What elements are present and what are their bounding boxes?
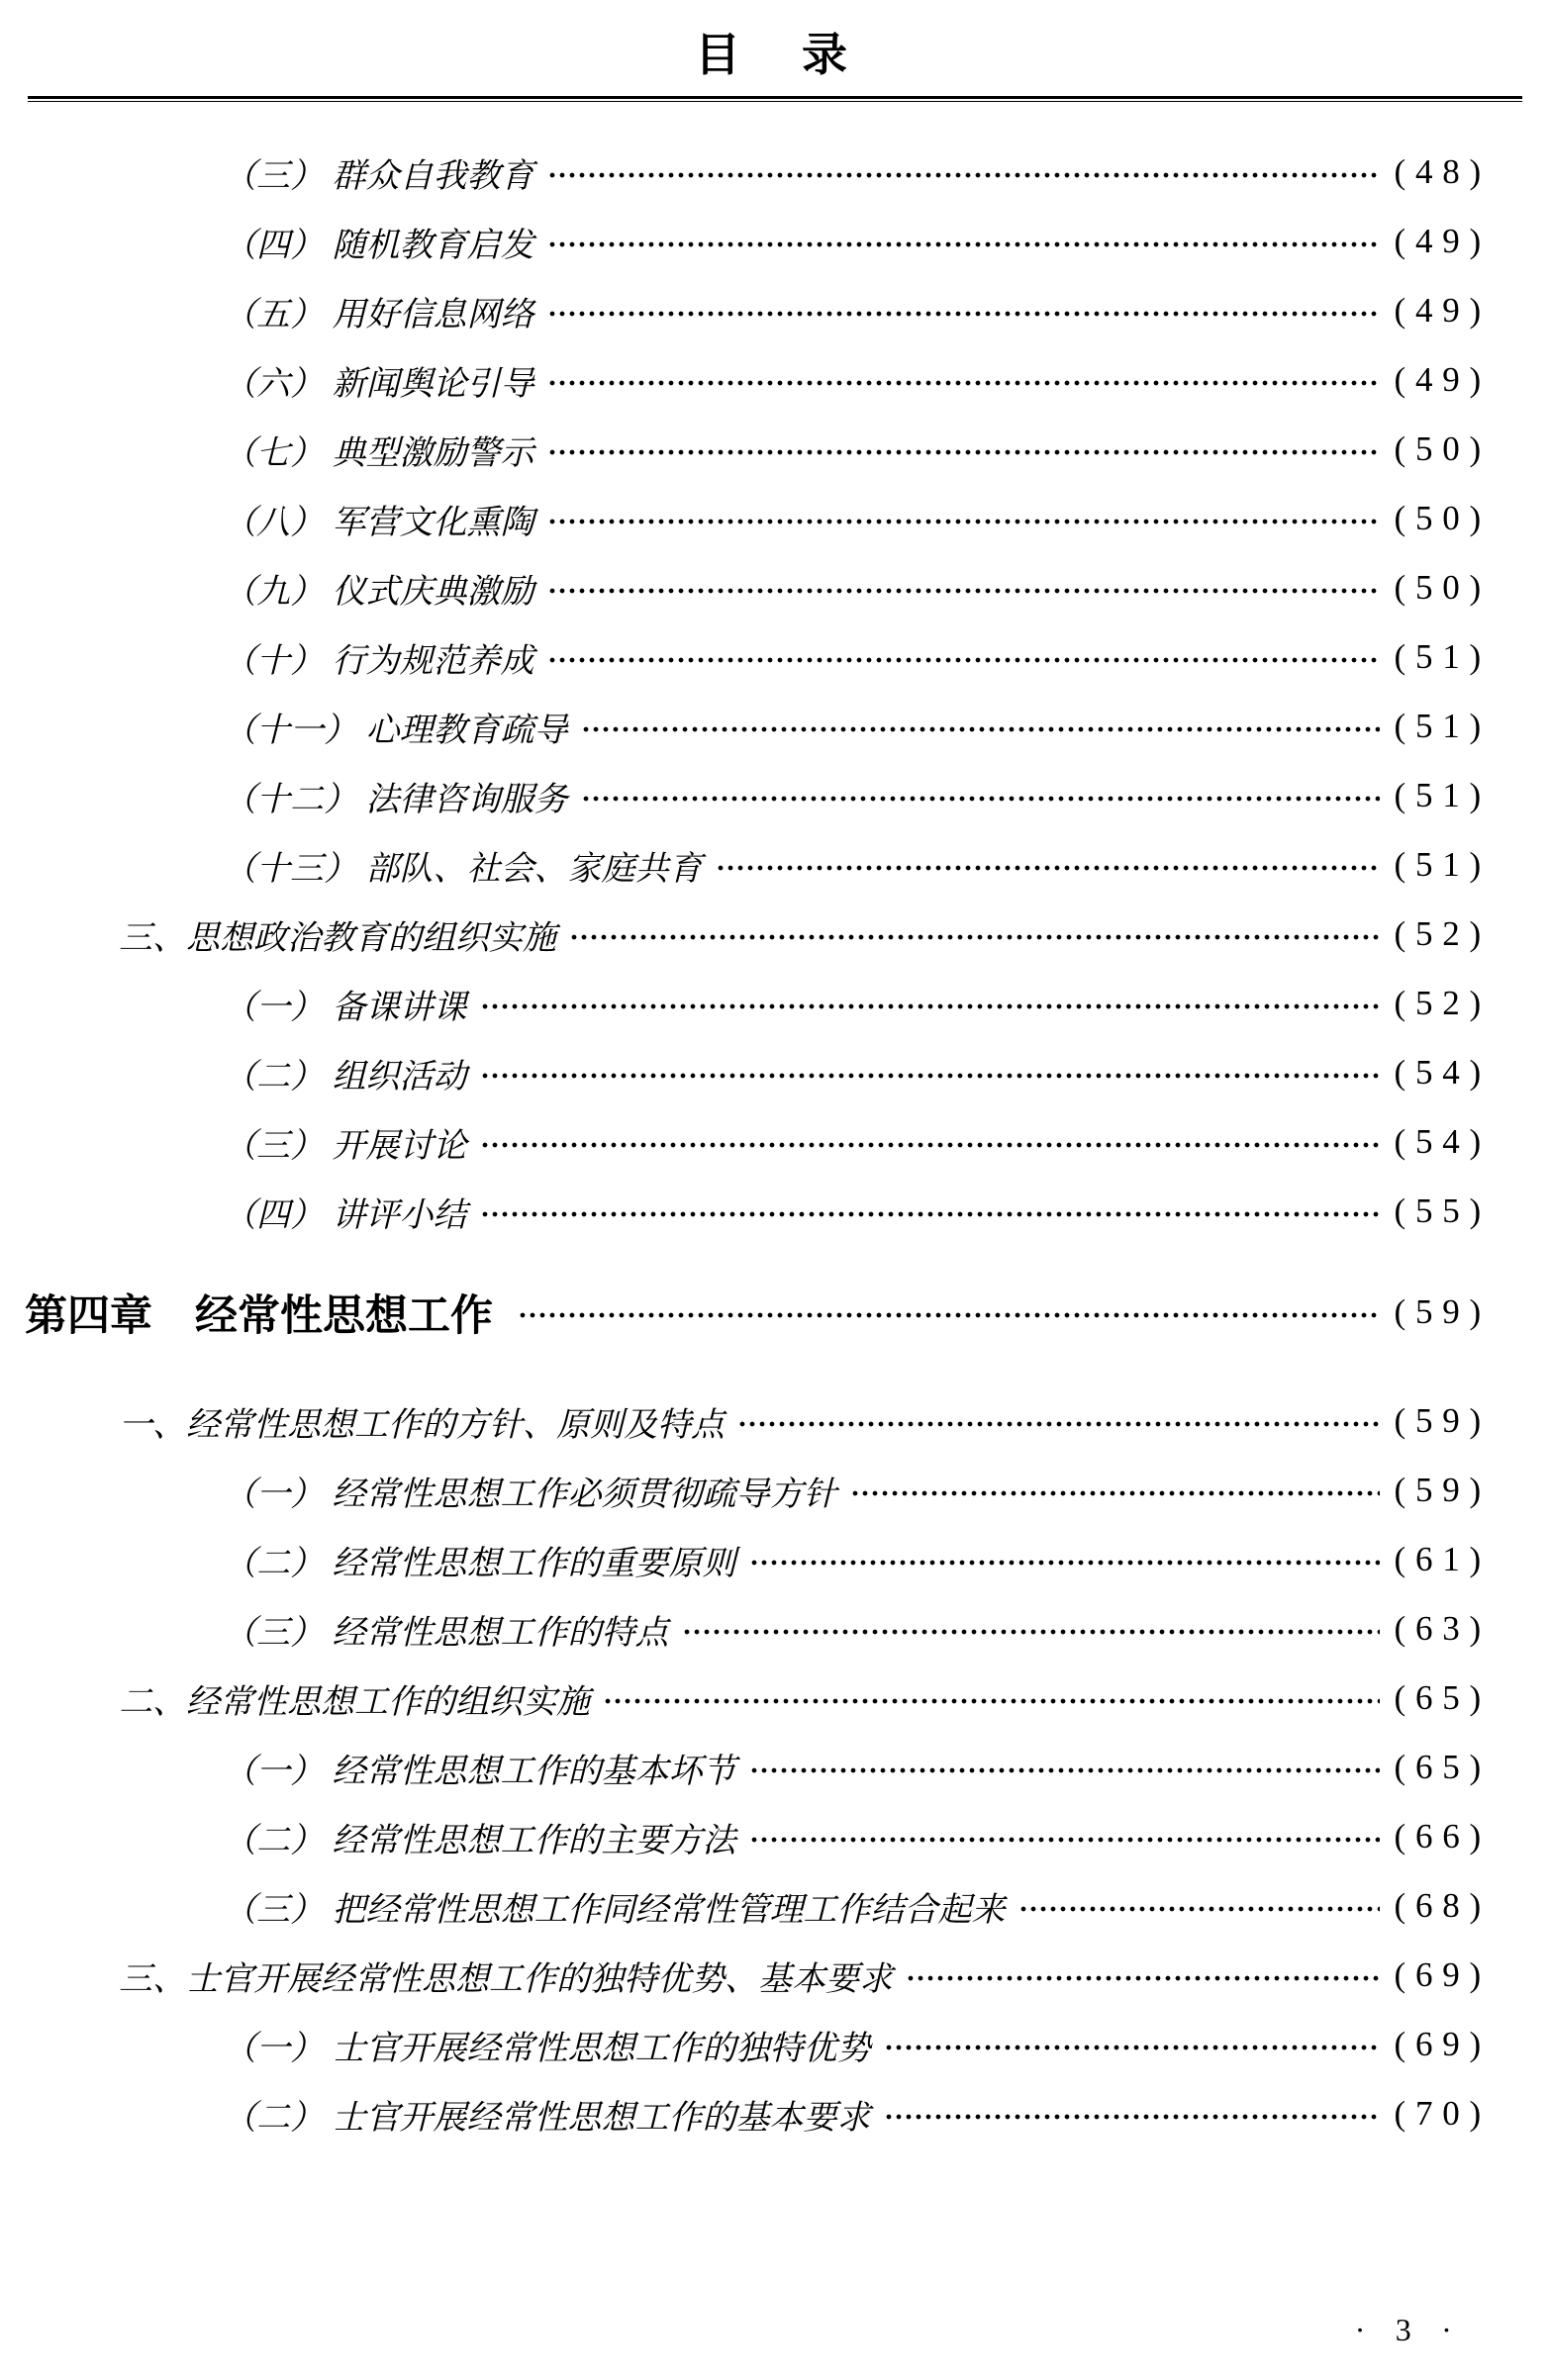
toc-entry (0, 1386, 1491, 1456)
dotted-leader (683, 1628, 1381, 1636)
toc-entry (0, 1664, 1491, 1733)
toc-entry (0, 969, 1491, 1038)
dotted-leader (582, 725, 1381, 733)
toc-entry (0, 415, 1491, 484)
toc-entry-label: （十二） 法律咨询服务 (223, 781, 568, 818)
toc-entry-label: （八） 军营文化熏陶 (223, 504, 534, 541)
toc-list (0, 138, 1550, 2148)
toc-entry-page: (50) (1394, 429, 1491, 469)
toc-entry (0, 276, 1491, 345)
toc-entry (0, 1594, 1491, 1664)
toc-entry-page: (65) (1394, 1678, 1491, 1718)
toc-entry-label: （一） 士官开展经常性思想工作的独特优势 (223, 2030, 871, 2067)
toc-entry-page: (54) (1394, 1122, 1491, 1162)
toc-entry-label: （十三） 部队、社会、家庭共育 (223, 850, 703, 888)
toc-entry-label: 第四章 经常性思想工作 (25, 1291, 493, 1340)
toc-entry-label: （四） 随机教育启发 (223, 227, 534, 264)
toc-entry-page: (49) (1394, 222, 1491, 261)
toc-entry-page: (49) (1394, 360, 1491, 400)
toc-entry-page: (50) (1394, 499, 1491, 538)
toc-entry (0, 692, 1491, 761)
toc-entry (0, 138, 1491, 207)
toc-entry (0, 1107, 1491, 1177)
toc-entry (0, 622, 1491, 692)
dotted-leader (548, 656, 1381, 664)
toc-entry-page: (51) (1394, 776, 1491, 815)
dotted-leader (717, 864, 1381, 872)
toc-entry-page: (49) (1394, 291, 1491, 331)
toc-entry-page: (51) (1394, 707, 1491, 746)
dotted-leader (548, 240, 1381, 248)
toc-entry-label: （九） 仪式庆典激励 (223, 573, 534, 611)
dotted-leader (548, 448, 1381, 456)
dotted-leader (582, 795, 1381, 803)
dotted-leader (548, 310, 1381, 318)
toc-entry (0, 1268, 1491, 1357)
dotted-leader (548, 379, 1381, 387)
toc-entry-page: (70) (1394, 2094, 1491, 2134)
toc-entry-page: (65) (1394, 1748, 1491, 1787)
toc-entry-page: (50) (1394, 568, 1491, 608)
toc-entry-page: (51) (1394, 637, 1491, 677)
toc-entry (0, 207, 1491, 276)
toc-entry (0, 1802, 1491, 1871)
dotted-leader (481, 1210, 1381, 1218)
toc-entry-label: （十） 行为规范养成 (223, 642, 534, 680)
toc-entry (0, 761, 1491, 830)
toc-entry-label: （三） 经常性思想工作的特点 (223, 1614, 669, 1652)
dotted-leader (907, 1974, 1380, 1982)
dotted-leader (548, 171, 1381, 179)
toc-entry-page: (66) (1394, 1817, 1491, 1856)
dotted-leader (548, 518, 1381, 525)
page-title: 目 录 (695, 29, 855, 80)
toc-entry-label: （二） 组织活动 (223, 1058, 467, 1095)
dotted-leader (851, 1489, 1381, 1497)
toc-entry (0, 1871, 1491, 1941)
toc-entry (0, 2010, 1491, 2079)
toc-entry-label: 三、士官开展经常性思想工作的独特优势、基本要求 (119, 1960, 893, 1998)
toc-entry-page: (48) (1394, 152, 1491, 192)
toc-entry-page: (69) (1394, 1955, 1491, 1995)
toc-entry-label: （五） 用好信息网络 (223, 296, 534, 333)
dotted-leader (570, 933, 1380, 941)
toc-entry-page: (61) (1394, 1540, 1491, 1579)
dotted-leader (548, 587, 1381, 595)
toc-entry-label: （三） 群众自我教育 (223, 157, 534, 195)
toc-entry (0, 1177, 1491, 1246)
toc-entry (0, 1941, 1491, 2010)
dotted-leader (885, 2044, 1381, 2051)
dotted-leader (738, 1420, 1380, 1428)
toc-entry-label: 二、经常性思想工作的组织实施 (119, 1683, 590, 1721)
toc-entry-page: (59) (1394, 1292, 1491, 1332)
toc-entry-label: 三、思想政治教育的组织实施 (119, 919, 556, 957)
toc-entry-page: (55) (1394, 1191, 1491, 1231)
toc-entry (0, 2079, 1491, 2148)
toc-entry-label: （二） 经常性思想工作的主要方法 (223, 1822, 736, 1859)
toc-entry (0, 900, 1491, 969)
toc-entry (0, 1456, 1491, 1525)
toc-entry-page: (63) (1394, 1609, 1491, 1649)
toc-entry-label: （二） 经常性思想工作的重要原则 (223, 1545, 736, 1582)
dotted-leader (519, 1311, 1380, 1319)
toc-entry-label: （一） 备课讲课 (223, 989, 467, 1026)
toc-entry-label: （一） 经常性思想工作必须贯彻疏导方针 (223, 1476, 837, 1513)
toc-entry (0, 1038, 1491, 1107)
toc-entry (0, 553, 1491, 622)
toc-entry (0, 830, 1491, 900)
dotted-leader (750, 1836, 1381, 1844)
toc-entry-page: (52) (1394, 914, 1491, 954)
toc-entry (0, 1525, 1491, 1594)
toc-entry-page: (51) (1394, 845, 1491, 885)
toc-entry-label: （六） 新闻舆论引导 (223, 365, 534, 403)
dotted-leader (750, 1766, 1381, 1774)
toc-entry-page: (68) (1394, 1886, 1491, 1926)
dotted-leader (1019, 1905, 1381, 1913)
toc-entry (0, 1733, 1491, 1802)
toc-entry-label: （四） 讲评小结 (223, 1196, 467, 1234)
dotted-leader (604, 1697, 1380, 1705)
toc-entry (0, 345, 1491, 415)
toc-entry-label: （二） 士官开展经常性思想工作的基本要求 (223, 2099, 871, 2137)
dotted-leader (481, 1002, 1381, 1010)
dotted-leader (750, 1559, 1381, 1567)
dotted-leader (481, 1072, 1381, 1080)
dotted-leader (481, 1141, 1381, 1149)
toc-entry-page: (69) (1394, 2025, 1491, 2064)
header-rule (28, 96, 1522, 102)
toc-entry (0, 484, 1491, 553)
toc-entry-label: （三） 开展讨论 (223, 1127, 467, 1165)
page-header (0, 0, 1550, 102)
toc-entry-label: （七） 典型激励警示 (223, 434, 534, 472)
dotted-leader (885, 2113, 1381, 2121)
toc-entry-page: (59) (1394, 1471, 1491, 1510)
footer-page-number: · 3 · (1354, 2312, 1463, 2347)
toc-entry-label: （一） 经常性思想工作的基本坏节 (223, 1753, 736, 1790)
toc-entry-label: （十一） 心理教育疏导 (223, 712, 568, 749)
toc-entry-page: (59) (1394, 1401, 1491, 1441)
toc-entry-page: (54) (1394, 1053, 1491, 1093)
toc-entry-label: 一、经常性思想工作的方针、原则及特点 (119, 1406, 725, 1444)
toc-entry-page: (52) (1394, 984, 1491, 1023)
toc-entry-label: （三） 把经常性思想工作同经常性管理工作结合起来 (223, 1891, 1006, 1929)
